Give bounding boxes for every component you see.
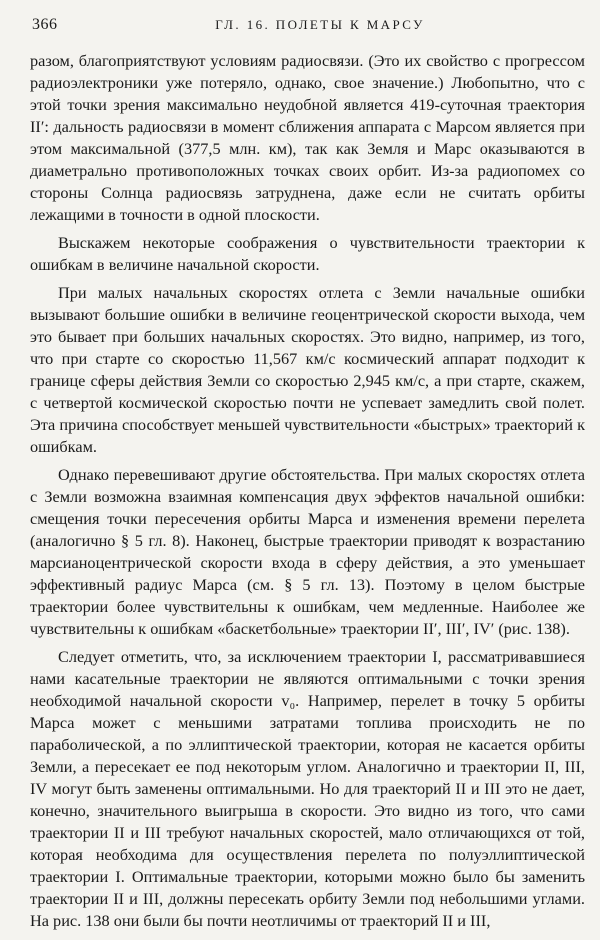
paragraph: Выскажем некоторые соображения о чувствительности траектории к ошибкам в величине начальной скорости.: [30, 233, 585, 274]
paragraph-continuation: разом, благоприятствуют условиям радиосвязи. (Это их свойство с прогрессом радиоэлектроники уже потеряло, однако, свое значение.) Любопытно, что с этой точки зрения максимально неудобной является 419-суточная траектория II′: дальность радиосвязи в момент сближения аппарата с Марсом является при этом максимальной (377,5 млн. км), так как Земля и Марс оказываются в диаметрально противоположных точках своих орбит. Из-за радиопомех со стороны Солнца радиосвязь затруднена, даже если не считать орбиты лежащими в точности в одной плоскости.: [30, 51, 585, 224]
paragraph: При малых начальных скоростях отлета с Земли начальные ошибки вызывают большие ошибки в величине геоцентрической скорости выхода, чем это бывает при больших начальных скоростях. Это видно, например, из того, что при старте со скоростью 11,567 км/с космический аппарат подходит к границе сферы действия Земли со скоростью 2,945 км/с, а при старте, скажем, с четвертой космической скоростью почти не успевает замедлить свой полет. Эта причина способствует меньшей чувствительности «быстрых» траекторий к ошибкам.: [30, 283, 585, 456]
page-header: [22, 16, 578, 38]
body-text: [30, 50, 585, 938]
paragraph: Однако перевешивают другие обстоятельства. При малых скоростях отлета с Земли возможна взаимная компенсация двух эффектов начальной ошибки: смещения точки пересечения орбиты Марса и изменения времени перелета (аналогично § 5 гл. 8). Наконец, быстрые траектории приводят к возрастанию марсианоцентрической скорости входа в сферу действия, а это уменьшает эффективный радиус Марса (см. § 5 гл. 13). Поэтому в целом быстрые траектории более чувствительны к ошибкам, чем медленные. Наиболее же чувствительны к ошибкам «баскетбольные» траектории II′, III′, IV′ (рис. 138).: [30, 465, 585, 638]
page-number: 366: [32, 16, 58, 33]
paragraph: Следует отметить, что, за исключением траектории I, рассматривавшиеся нами касательные траектории не являются оптимальными с точки зрения необходимой начальной скорости v₀. Например, перелет в точку 5 орбиты Марса может с меньшими затратами топлива происходить не по параболической, а по эллиптической траектории, которая не касается орбиты Земли, а пересекает ее под некоторым углом. Аналогично и траектории II, III, IV могут быть заменены оптимальными. Но для траекторий II и III это не дает, конечно, значительного выигрыша в скорости. Это видно из того, что сами траектории II и III требуют начальных скоростей, мало отличающихся от той, которая необходима для осуществления перелета по полуэллиптической траектории I. Оптимальные траектории, которыми можно было бы заменить траектории II и III, должны пересекать орбиту Земли под небольшими углами. На рис. 138 они были бы почти неотличимы от траекторий II и III,: [30, 647, 585, 930]
running-head: ГЛ. 16. ПОЛЕТЫ К МАРСУ: [215, 17, 425, 32]
